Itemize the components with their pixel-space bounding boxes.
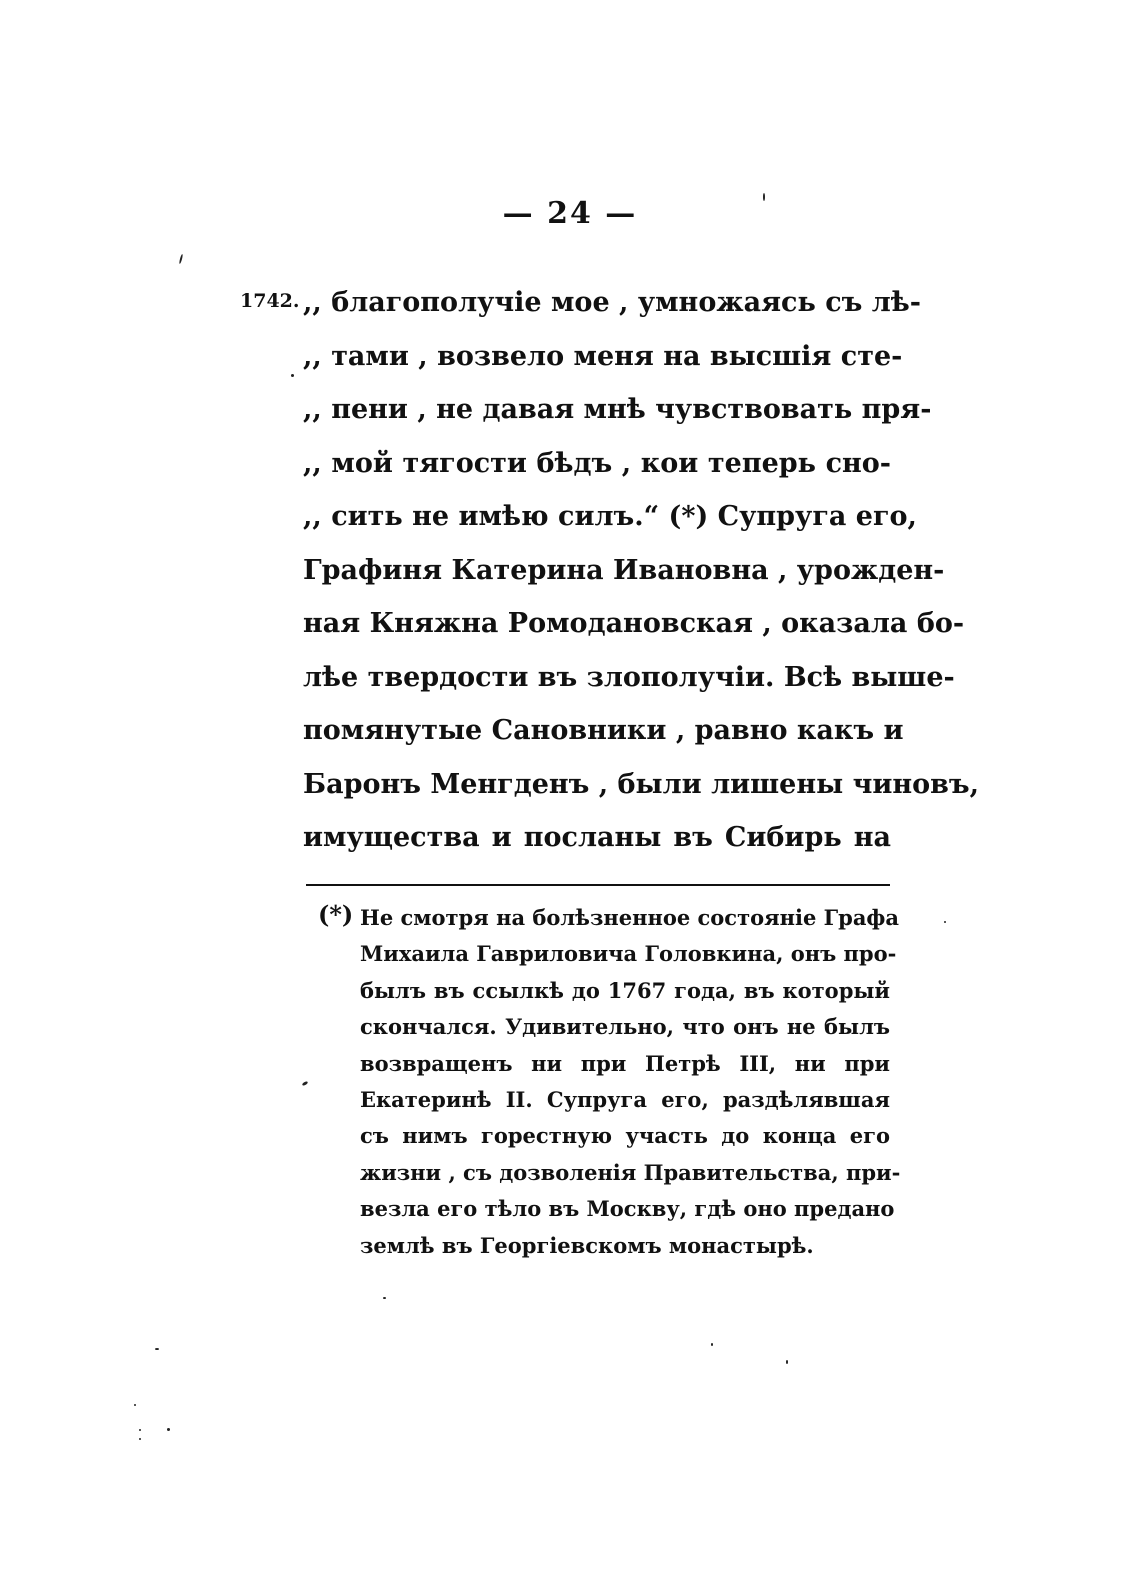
footnote-line: возвращенъ ни при Петрѣ III, ни при <box>360 1050 890 1076</box>
footnote-line: былъ въ ссылкѣ до 1767 года, въ который <box>360 977 890 1003</box>
text-line: имущества и посланы въ Сибирь на <box>303 822 891 853</box>
text-line: ,, благополучіе мое , умножаясь съ лѣ- <box>303 287 921 318</box>
footnote-line: везла его тѣло въ Москву, гдѣ оно предано <box>360 1196 895 1222</box>
scan-speck <box>711 1343 713 1346</box>
text-line: ,, мой тягости бѣдъ , кои теперь сно- <box>303 447 891 479</box>
scan-speck <box>155 1348 159 1350</box>
footnote <box>360 900 901 1264</box>
footnote-line: скончался. Удивительно, что онъ не былъ <box>360 1014 890 1040</box>
footnote-marker: (*) <box>318 900 354 929</box>
scan-speck <box>167 1428 170 1431</box>
text-line: Графиня Катерина Ивановна , урожден- <box>303 554 945 586</box>
scan-speck <box>291 374 294 377</box>
footnote-line: съ нимъ горестную участь до конца его <box>360 1123 890 1149</box>
text-line: ,, тами , возвело меня на высшія сте- <box>303 340 903 372</box>
scan-speck <box>134 1404 136 1406</box>
scan-speck <box>302 1081 309 1087</box>
scan-speck <box>383 1297 386 1299</box>
scan-speck <box>786 1360 788 1364</box>
footnote-line: жизни , съ дозволенія Правительства, при- <box>360 1159 901 1185</box>
text-line: Баронъ Менгденъ , были лишены чиновъ, <box>303 768 980 800</box>
scan-speck <box>139 1429 141 1431</box>
main-text <box>303 276 980 865</box>
scan-speck <box>944 921 946 923</box>
scan-speck <box>179 254 184 264</box>
text-line: ,, пени , не давая мнѣ чувствовать пря- <box>303 394 932 425</box>
footnote-divider <box>306 884 890 886</box>
page-number: — 24 — <box>502 196 638 231</box>
footnote-line: Не смотря на болѣзненное состояніе Графа <box>360 905 899 930</box>
scan-speck <box>139 1438 141 1440</box>
scan-speck <box>763 193 765 201</box>
text-line: лѣе твердости въ злополучіи. Всѣ выше- <box>303 661 955 693</box>
text-line: помянутые Сановники , равно какъ и <box>303 715 904 746</box>
margin-year: 1742. <box>240 290 300 312</box>
footnote-line: землѣ въ Георгіевскомъ монастырѣ. <box>360 1232 814 1258</box>
footnote-line: Михаила Гавриловича Головкина, онъ про- <box>360 941 897 967</box>
text-line: ,, сить не имѣю силъ.“ (*) Супруга его, <box>303 501 917 532</box>
text-line: ная Княжна Ромодановская , оказала бо- <box>303 608 965 639</box>
footnote-line: Екатеринѣ II. Супруга его, раздѣлявшая <box>360 1086 890 1112</box>
